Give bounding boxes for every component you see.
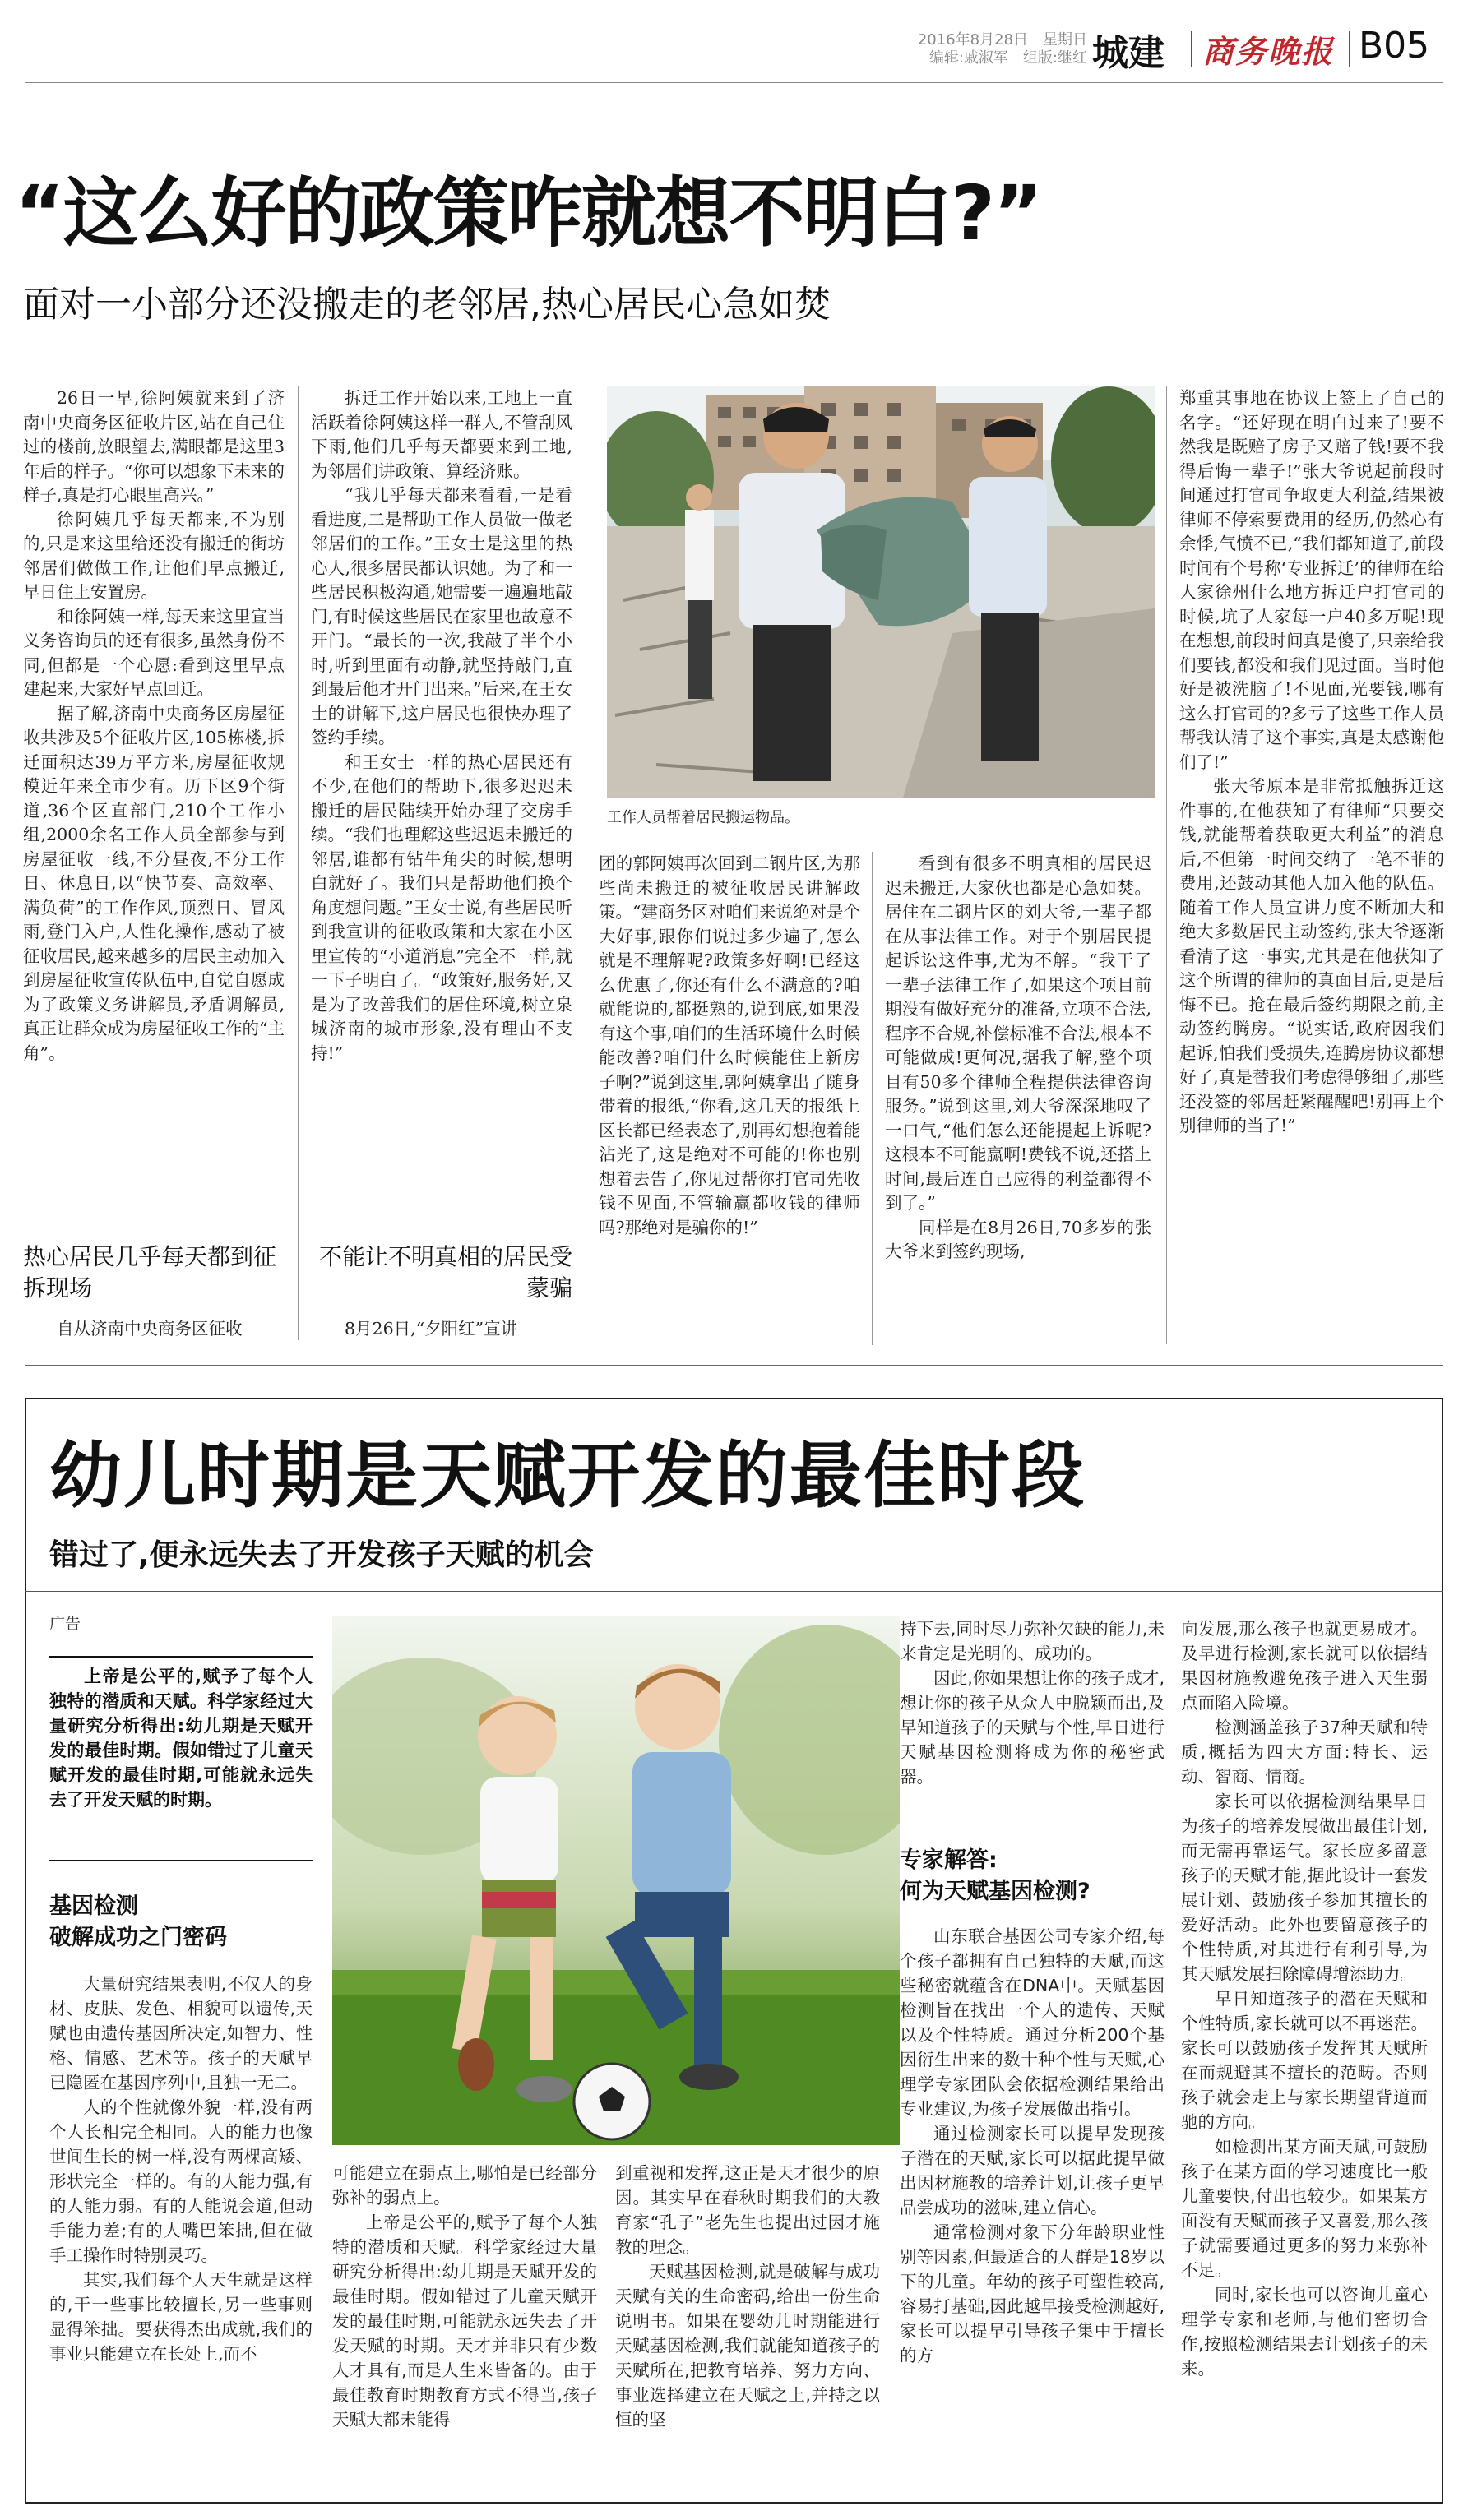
paragraph: 其实,我们每个人天生就是这样的,干一些事比较擅长,另一些事则显得笨拙。要获得杰出成就,我们的事业只能建立在长处上,而不 xyxy=(49,2270,313,2364)
article2-col4b xyxy=(900,1924,1165,2491)
column-rule xyxy=(298,386,299,1340)
article2-rule xyxy=(25,1591,1443,1592)
article2-col5 xyxy=(1181,1616,1428,2491)
column-rule xyxy=(1166,386,1167,1344)
article2-section1-heading: 基因检测 破解成功之门密码 xyxy=(49,1893,227,1950)
paragraph: 到重视和发挥,这正是天才很少的原因。其实早在春秋时期我们的大教育家“孔子”老先生也提出过因才施教的理念。 xyxy=(615,2163,880,2257)
paragraph: 可能建立在弱点上,哪怕是已经部分弥补的弱点上。 xyxy=(332,2163,597,2208)
header-divider xyxy=(1191,31,1192,67)
article2-subhead: 错过了,便永远失去了开发孩子天赋的机会 xyxy=(49,1538,594,1572)
paragraph: 因此,你如果想让你的孩子成才,想让你的孩子从众人中脱颖而出,及早知道孩子的天赋与个性,早日进行天赋基因检测将成为你的秘密武器。 xyxy=(900,1668,1165,1787)
paragraph: 向发展,那么孩子也就更易成才。及早进行检测,家长就可以依据结果因材施教避免孩子进入天生弱点而陷入险境。 xyxy=(1181,1619,1428,1713)
paragraph: 上帝是公平的,赋予了每个人独特的潜质和天赋。科学家经过大量研究分析得出:幼儿期是天赋开发的最佳时期。假如错过了儿童天赋开发的最佳时期,可能就永远失去了开发天赋的时期。天才并非只有少数人才具有,而是人生来皆备的。由于最佳教育时期教育方式不得当,孩子天赋大都未能得 xyxy=(332,2213,597,2430)
article1-col2-tail xyxy=(311,1317,572,1343)
paragraph: 如检测出某方面天赋,可鼓励孩子在某方面的学习速度比一般儿童要快,付出也较少。如果某方面没有天赋而孩子又喜爱,那么孩子就需要通过更多的努力来弥补不足。 xyxy=(1181,2137,1428,2280)
article2-col3 xyxy=(615,2161,880,2490)
article2-col2 xyxy=(332,2161,597,2490)
paragraph: 山东联合基因公司专家介绍,每个孩子都拥有自己独特的天赋,而这些秘密就蕴含在DNA中。天赋基因检测旨在找出一个人的遗传、天赋以及个性特质。通过分析200个基因衍生出来的数十种个性与天赋,心理学专家团队会依据检测结果给出专业建议,为孩子发展做出指引。 xyxy=(900,1926,1165,2119)
article2-photo xyxy=(332,1616,900,2145)
paragraph: 人的个性就像外貌一样,没有两个人长相完全相同。人的能力也像世间生长的树一样,没有两棵高矮、形状完全一样的。有的人能力强,有的人能力弱。有的人能说会道,但动手能力差;有的人嘴巴笨拙,但在做手工操作时特别灵巧。 xyxy=(49,2097,313,2265)
paragraph: 检测涵盖孩子37种天赋和特质,概括为四大方面:特长、运动、智商、情商。 xyxy=(1181,1718,1428,1787)
article1-col5 xyxy=(1179,386,1444,1345)
paragraph: 看到有很多不明真相的居民迟迟未搬迁,大家伙也都是心急如焚。居住在二钢片区的刘大爷,一辈子都在从事法律工作。对于个别居民提起诉讼这件事,尤为不解。“我干了一辈子法律工作了,如果这个项目前期没有做好充分的准备,立项不合法,程序不合规,补偿标准不合法,根本不可能做成!更何况,据我了解,整个项目有50多个律师全程提供法律咨询服务。”说到这里,刘大爷深深地叹了一口气,“他们怎么还能提起上诉呢?这根本不可能赢啊!费钱不说,还搭上时间,最后连自己应得的利益都得不到了。” xyxy=(885,853,1151,1213)
article1-col3 xyxy=(599,852,860,1345)
paragraph: 同时,家长也可以咨询儿童心理学专家和老师,与他们密切合作,按照检测结果去计划孩子的未来。 xyxy=(1181,2285,1428,2379)
article2-headline: 幼儿时期是天赋开发的最佳时段 xyxy=(49,1433,1086,1518)
article1-subhead: 面对一小部分还没搬走的老邻居,热心居民心急如焚 xyxy=(23,284,831,326)
paragraph: 早日知道孩子的潜在天赋和个性特质,家长就可以不再迷茫。家长可以鼓励孩子发挥其天赋所在而规避其不擅长的范畴。否则孩子就会走上与家长期望背道而驰的方向。 xyxy=(1181,1989,1428,2132)
article1-headline: “这么好的政策咋就想不明白?” xyxy=(15,169,1042,257)
article1-col1-tail xyxy=(23,1317,285,1343)
article1-col1 xyxy=(23,386,285,1248)
article2-col4 xyxy=(900,1616,1165,1838)
article1-col2 xyxy=(311,386,572,1248)
paragraph: 郑重其事地在协议上签上了自己的名字。“还好现在明白过来了!要不然我是既赔了房子又赔了钱!要不我得后悔一辈子!”张大爷说起前段时间通过打官司争取更大利益,结果被律师不停索要费用的经历,仍然心有余悸,气愤不已,“我们都知道了,前段时间有个号称‘专业拆迁’的律师在给人家徐州什么地方拆迁户打官司的时候,坑了人家每一户40多万呢!现在想想,前段时间真是傻了,只亲给我们要钱,都没和我们见过面。当时他好是被洗脑了!不见面,光要钱,哪有这么打官司的?多亏了这些工作人员帮我认清了这个事实,真是太感谢他们了!” xyxy=(1179,388,1444,772)
paragraph: 大量研究结果表明,不仅人的身材、皮肤、发色、相貌可以遗传,天赋也由遗传基因所决定,如智力、性格、情感、艺术等。孩子的天赋早已隐匿在基因序列中,且独一无二。 xyxy=(49,1974,313,2092)
paragraph: 拆迁工作开始以来,工地上一直活跃着徐阿姨这样一群人,不管刮风下雨,他们几乎每天都要来到工地,为邻居们讲政策、算经济账。 xyxy=(311,388,572,481)
article2-section2-heading: 专家解答: 何为天赋基因检测? xyxy=(900,1847,1091,1904)
paragraph: 据了解,济南中央商务区房屋征收共涉及5个征收片区,105栋楼,拆迁面积达39万平方米,房屋征收规模近年来全市少有。历下区9个街道,36个区直部门,210个工作小组,2000余名工作人员全部参与到房屋征收一线,不分昼夜,不分工作日、休息日,以“快节奏、高效率、满负荷”的工作作风,顶烈日、冒风雨,登门入户,人性化操作,感动了被征收居民,越来越多的居民主动加入到房屋征收宣传队伍中,自觉自愿成为了政策义务讲解员,矛盾调解员,真正让群众成为房屋征收工作的“主角”。 xyxy=(23,703,285,1063)
paragraph: 团的郭阿姨再次回到二钢片区,为那些尚未搬迁的被征收居民讲解政策。“建商务区对咱们来说绝对是个大好事,跟你们说过多少遍了,怎么就是不理解呢?政策多好啊!已经这么优惠了,你还有什么不满意的?咱就能说的,都挺熟的,说到底,如果没有这个事,咱们的生活环境什么时候能改善?咱们什么时候能住上新房子啊?”说到这里,郭阿姨拿出了随身带着的报纸,“你看,这几天的报纸上区长都已经表态了,别再幻想抱着能沾光了,这是绝对不可能的!你也别想着去告了,你见过帮你打官司先收钱不见面,不管输赢都收钱的律师吗?那绝对是骗你的!” xyxy=(599,853,860,1237)
article1-photo xyxy=(607,386,1155,798)
paragraph: 26日一早,徐阿姨就来到了济南中央商务区征收片区,站在自己住过的楼前,放眼望去,满眼都是这里3年后的样子。“你可以想象下未来的样子,真是打心眼里高兴。” xyxy=(23,388,285,505)
page-number: B05 xyxy=(1359,25,1430,67)
article1-photo-caption: 工作人员帮着居民搬运物品。 xyxy=(607,809,799,826)
paragraph: 家长可以依据检测结果早日为孩子的培养发展做出最佳计划,而无需再靠运气。家长应多留意孩子的天赋才能,据此设计一套发展计划、鼓励孩子参加其擅长的爱好活动。此外也要留意孩子的个性特质,对其进行有利引导,为其天赋发展扫除障碍增添助力。 xyxy=(1181,1792,1428,1984)
paragraph: 通常检测对象下分年龄职业性别等因素,但最适合的人群是18岁以下的儿童。年幼的孩子可塑性较高,容易打基础,因此越早接受检测越好,家长可以提早引导孩子集中于擅长的方 xyxy=(900,2222,1165,2365)
paragraph: 徐阿姨几乎每天都来,不为别的,只是来这里给还没有搬迁的街坊邻居们做做工作,让他们早点搬迁,早日住上安置房。 xyxy=(23,509,285,602)
column-rule xyxy=(872,852,873,1345)
issue-date: 2016年8月28日 星期日 xyxy=(917,31,1087,49)
article2-lead: 上帝是公平的,赋予了每个人独特的潜质和天赋。科学家经过大量研究分析得出:幼儿期是天赋开发的最佳时期。假如错过了儿童天赋开发的最佳时期,可能就永远失去了开发天赋的时期。 xyxy=(49,1667,313,1810)
advertorial-tag: 广告 xyxy=(49,1615,81,1633)
article1-col4 xyxy=(885,852,1151,1345)
newspaper-logo: 商务晚报 xyxy=(1202,33,1335,70)
children-soccer-photo xyxy=(332,1616,900,2145)
article2-lead-box xyxy=(49,1656,313,1861)
header-divider-2 xyxy=(1349,31,1350,67)
section-name: 城建 xyxy=(1092,32,1165,74)
paragraph: 同样是在8月26日,70多岁的张大爷来到签约现场, xyxy=(885,1217,1151,1261)
header-rule xyxy=(25,82,1443,83)
moving-sofa-photo xyxy=(607,386,1155,798)
paragraph: 和王女士一样的热心居民还有不少,在他们的帮助下,很多迟迟未搬迁的居民陆续开始办理了交房手续。“我们也理解这些迟迟未搬迁的邻居,谁都有钻牛角尖的时候,想明白就好了。我们只是帮助他们换个角度想问题。”王女士说,有些居民听到我宣讲的征收政策和大家在小区里宣传的“小道消息”完全不一样,就一下子明白了。“政策好,服务好,又是为了改善我们的居住环境,树立泉城济南的城市形象,没有理由不支持!” xyxy=(311,751,572,1063)
paragraph: 自从济南中央商务区征收 xyxy=(57,1319,243,1339)
paragraph: 8月26日,“夕阳红”宣讲 xyxy=(345,1319,518,1339)
paragraph: “我几乎每天都来看看,一是看看进度,二是帮助工作人员做一做老邻居们的工作。”王女士是这里的热心人,很多居民都认识她。为了和一些居民积极沟通,她需要一遍遍地敲门,有时候这些居民在家里也故意不开门。“最长的一次,我敲了半个小时,听到里面有动静,就坚持敲门,直到最后他才开门出来。”后来,在王女士的讲解下,这户居民也很快办理了签约手续。 xyxy=(311,485,572,747)
article1-col2-subhead: 不能让不明真相的居民受蒙骗 xyxy=(318,1243,572,1302)
paragraph: 和徐阿姨一样,每天来这里宣当义务咨询员的还有很多,虽然身份不同,但都是一个心愿:看到这里早点建起来,大家好早点回迁。 xyxy=(23,606,285,699)
article-divider xyxy=(25,1365,1443,1366)
editors-line: 编辑:戚淑军 组版:继红 xyxy=(928,49,1087,67)
paragraph: 持下去,同时尽力弥补欠缺的能力,未来肯定是光明的、成功的。 xyxy=(900,1619,1165,1663)
paragraph: 通过检测家长可以提早发现孩子潜在的天赋,家长可以据此提早做出因材施教的培养计划,让孩子更早品尝成功的滋味,建立信心。 xyxy=(900,2124,1165,2217)
article1-col1-subhead: 热心居民几乎每天都到征拆现场 xyxy=(23,1243,277,1302)
paragraph: 天赋基因检测,就是破解与成功天赋有关的生命密码,给出一份生命说明书。如果在婴幼儿时期能进行天赋基因检测,我们就能知道孩子的天赋所在,把教育培养、努力方向、事业选择建立在天赋之上,并持之以恒的坚 xyxy=(615,2262,880,2430)
article2-col1 xyxy=(49,1972,313,2481)
paragraph: 张大爷原本是非常抵触拆迁这件事的,在他获知了有律师“只要交钱,就能帮着获取更大利益”的消息后,不但第一时间交纳了一笔不菲的费用,还鼓动其他人加入他的队伍。随着工作人员宣讲力度不断加大和绝大多数居民主动签约,张大爷逐渐看清了这一事实,尤其是在他获知了这个所谓的律师的真面目后,更是后悔不已。抢在最后签约期限之前,主动签约腾房。“说实话,政府因我们起诉,怕我们受损失,连腾房协议都想好了,真是替我们考虑得够细了,那些还没签的邻居赶紧醒醒吧!别再上个别律师的当了!” xyxy=(1179,776,1444,1135)
